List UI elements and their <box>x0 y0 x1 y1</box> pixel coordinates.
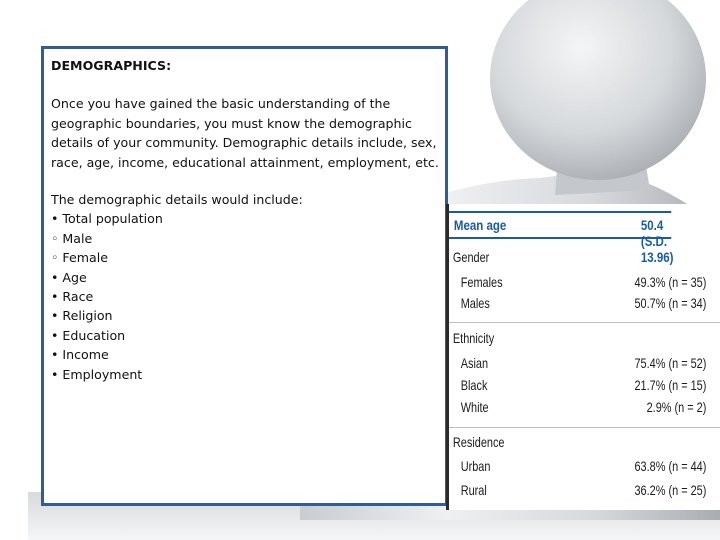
table-row <box>449 434 706 454</box>
mean-age-value: 50.4 (S.D. 13.96) <box>640 217 674 265</box>
table-row <box>449 295 706 315</box>
demographics-table <box>446 204 720 510</box>
figure-head <box>490 0 706 180</box>
list-intro: The demographic details would include: <box>51 192 303 208</box>
row-label: Ethnicity <box>452 330 495 346</box>
row-value: 63.8% (n = 44) <box>634 458 707 474</box>
table-row <box>449 274 706 294</box>
table-row <box>449 330 706 350</box>
row-value: 36.2% (n = 25) <box>634 482 707 498</box>
row-label: Gender <box>452 249 490 265</box>
list-item: • Education <box>51 327 126 343</box>
row-value: 21.7% (n = 15) <box>634 377 707 393</box>
description-paragraph: Once you have gained the basic understanding of the geographic boundaries, you must know the demographic details of your community. Demographic details include, sex, race, age, income, educational attainment, employment, etc. <box>51 96 439 170</box>
table-row <box>449 458 706 478</box>
row-label: Females <box>460 274 503 290</box>
table-divider <box>449 427 720 428</box>
table-row <box>449 377 706 397</box>
list-item: • Race <box>51 289 94 305</box>
list-item: ◦ Female <box>51 250 108 266</box>
row-label: Asian <box>460 355 489 371</box>
row-label: Rural <box>460 482 487 498</box>
row-value: 2.9% (n = 2) <box>646 399 707 415</box>
box-title: DEMOGRAPHICS: <box>51 58 172 73</box>
demographics-text-box <box>41 46 448 506</box>
list-item: • Total population <box>51 211 163 227</box>
list-item: • Religion <box>51 308 113 324</box>
list-item: • Employment <box>51 366 143 382</box>
list-item: • Age <box>51 269 87 285</box>
row-value: 49.3% (n = 35) <box>634 274 707 290</box>
table-row <box>449 399 706 419</box>
row-value: 50.7% (n = 34) <box>634 295 707 311</box>
table-row <box>449 355 706 375</box>
row-label: Urban <box>460 458 491 474</box>
row-label: Black <box>460 377 488 393</box>
demographic-details-list <box>51 209 439 384</box>
table-row <box>449 249 706 269</box>
row-value: 75.4% (n = 52) <box>634 355 707 371</box>
row-label: White <box>460 399 489 415</box>
table-divider <box>449 322 720 323</box>
row-label: Males <box>460 295 490 311</box>
list-item: ◦ Male <box>51 230 93 246</box>
row-label: Residence <box>452 434 505 450</box>
list-item: • Income <box>51 347 109 363</box>
mean-age-label: Mean age <box>453 217 507 233</box>
table-row <box>449 482 706 502</box>
